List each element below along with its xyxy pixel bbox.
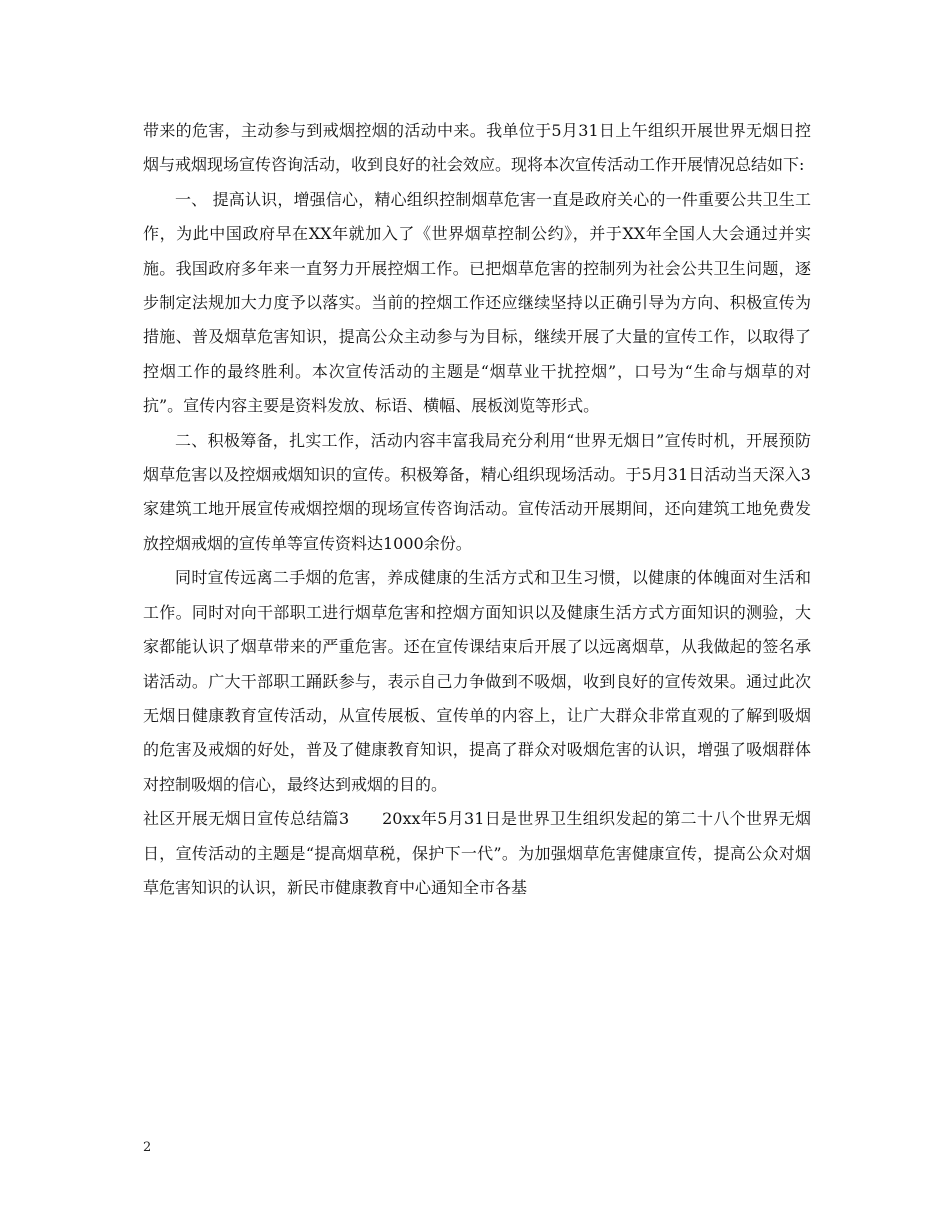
paragraph-4: 同时宣传远离二手烟的危害，养成健康的生活方式和卫生习惯，以健康的体魄面对生活和工作。同时对向干部职工进行烟草危害和控烟方面知识以及健康生活方式方面知识的测验，大家都能认识了烟草带来的严重危害。还在宣传课结束后开展了以远离烟草，从我做起的签名承诺活动。广大干部职工踊跃参与，表示自己力争做到不吸烟，收到良好的宣传效果。通过此次无烟日健康教育宣传活动，从宣传展板、宣传单的内容上，让广大群众非常直观的了解到吸烟的危害及戒烟的好处，普及了健康教育知识，提高了群众对吸烟危害的认识，增强了吸烟群体对控制吸烟的信心，最终达到戒烟的目的。: [143, 568, 811, 794]
paragraph-3: 二、积极筹备，扎实工作，活动内容丰富我局充分利用“世界无烟日”宣传时机，开展预防烟草危害以及控烟戒烟知识的宣传。积极筹备，精心组织现场活动。于5月31日活动当天深入3家建筑工地开展宣传戒烟控烟的现场宣传咨询活动。宣传活动开展期间，还向建筑工地免费发放控烟戒烟的宣传单等宣传资料达1000余份。: [143, 430, 811, 553]
page-number: 2: [143, 1140, 152, 1155]
paragraph-1: 带来的危害，主动参与到戒烟控烟的活动中来。我单位于5月31日上午组织开展世界无烟日控烟与戒烟现场宣传咨询活动，收到良好的社会效应。现将本次宣传活动工作开展情况总结如下:: [143, 121, 811, 175]
paragraph-5: 社区开展无烟日宣传总结篇3 20xx年5月31日是世界卫生组织发起的第二十八个世界无烟日，宣传活动的主题是“提高烟草税，保护下一代”。为加强烟草危害健康宣传，提高公众对烟草危害知识的认识，新民市健康教育中心通知全市各基: [143, 809, 811, 897]
document-body: [143, 114, 811, 905]
paragraph-2: 一、 提高认识，增强信心，精心组织控制烟草危害一直是政府关心的一件重要公共卫生工作，为此中国政府早在XX年就加入了《世界烟草控制公约》，并于XX年全国人大会通过并实施。我国政府多年来一直努力开展控烟工作。已把烟草危害的控制列为社会公共卫生问题，逐步制定法规加大力度予以落实。当前的控烟工作还应继续坚持以正确引导为方向、积极宣传为措施、普及烟草危害知识，提高公众主动参与为目标，继续开展了大量的宣传工作，以取得了控烟工作的最终胜利。本次宣传活动的主题是“烟草业干扰控烟”，口号为“生命与烟草的对抗”。宣传内容主要是资料发放、标语、横幅、展板浏览等形式。: [143, 189, 811, 416]
